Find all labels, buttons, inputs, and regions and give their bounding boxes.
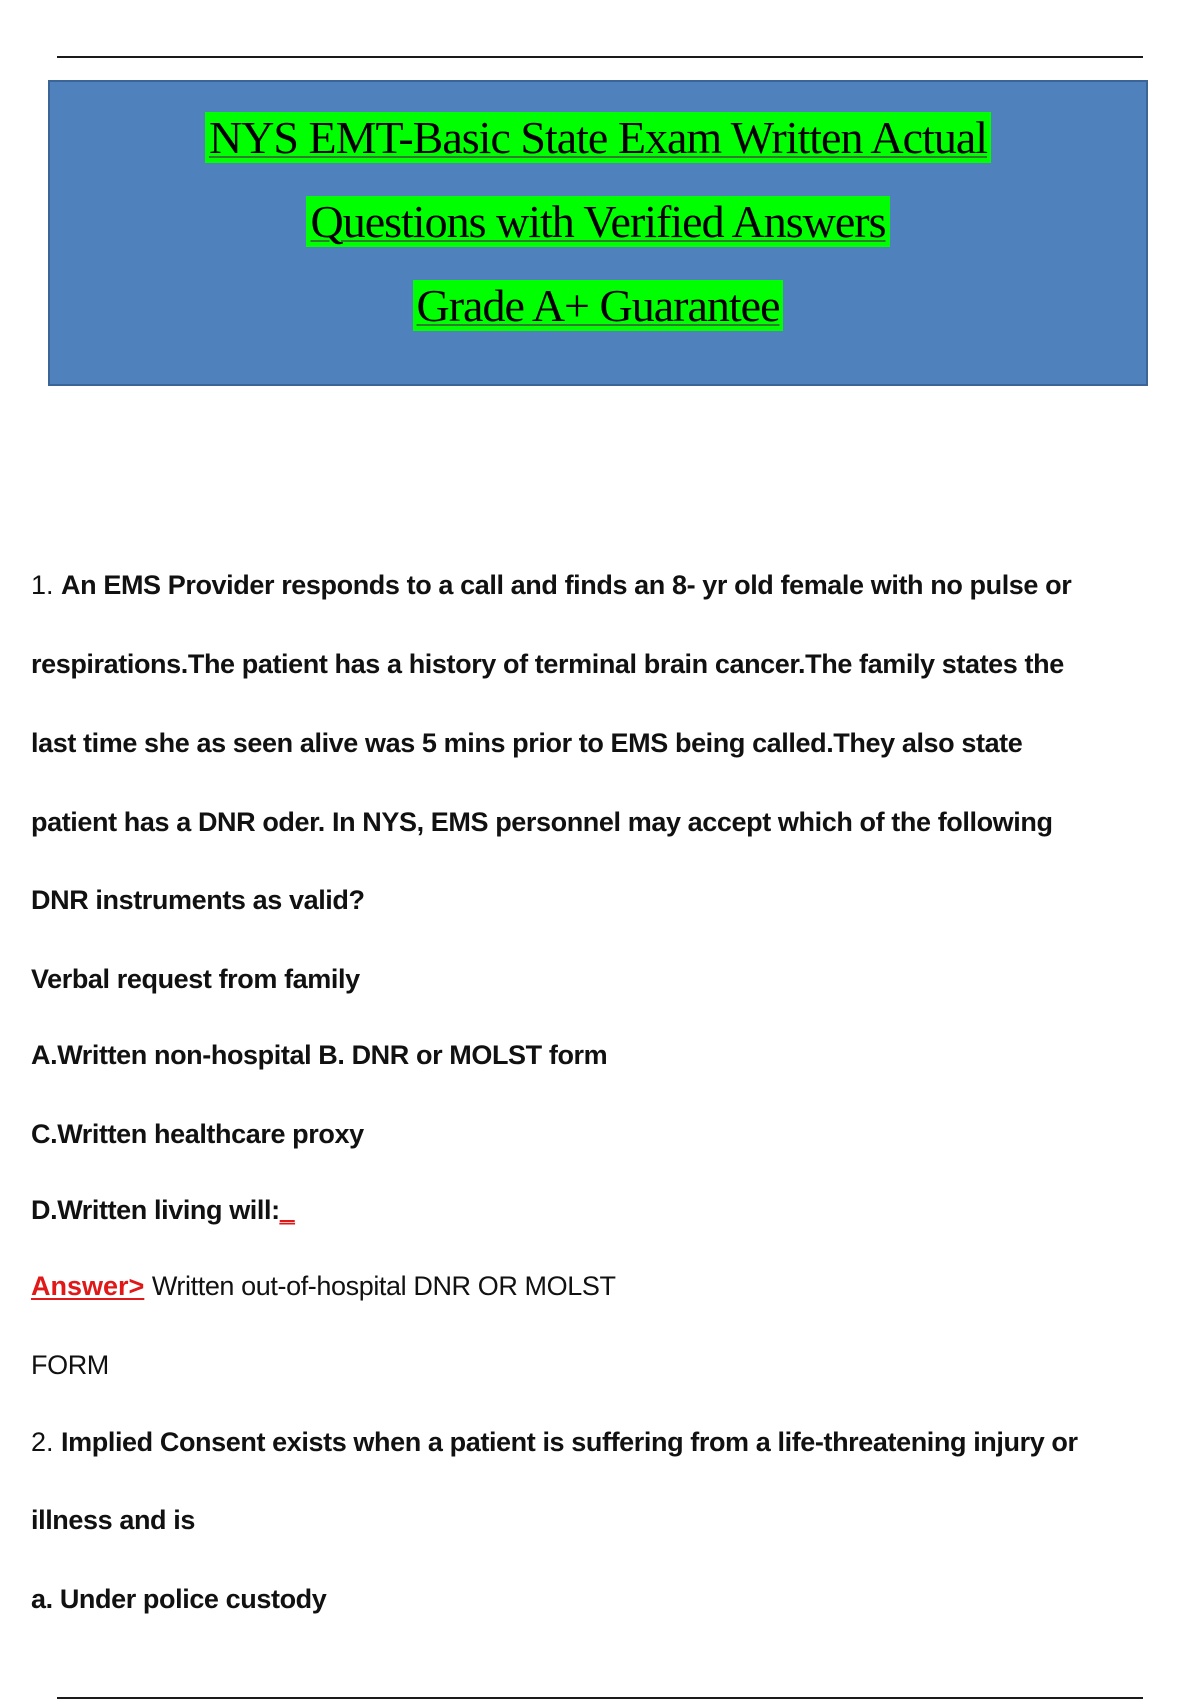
question-1-answer [31,1269,616,1303]
top-rule [57,56,1143,58]
answer-label: Answer> [31,1271,145,1301]
question-1-line-2: respirations.The patient has a history of terminal brain cancer.The family states the [31,649,1064,679]
answer-text: Written out-of-hospital DNR OR MOLST [151,1271,616,1301]
bottom-rule [57,1697,1143,1699]
question-1-option: C.Written healthcare proxy [31,1119,364,1149]
title-line-1: NYS EMT-Basic State Exam Written Actual [50,112,1146,164]
question-1-line-3: last time she as seen alive was 5 mins prior to EMS being called.They also state [31,728,1023,758]
question-1-number: 1. [31,570,54,600]
answer-blank-mark: _ [279,1195,295,1225]
question-2-line-1: 2. Implied Consent exists when a patient is suffering from a life-threatening injury or [31,1427,1078,1457]
question-2-option: a. Under police custody [31,1584,327,1614]
question-1-line-5: DNR instruments as valid? [31,885,365,915]
answer-text-continued: FORM [31,1350,109,1380]
title-line-2: Questions with Verified Answers [50,196,1146,248]
question-1-line-1: 1. An EMS Provider responds to a call and finds an 8- yr old female with no pulse or [31,570,1072,600]
title-line-3: Grade A+ Guarantee [50,280,1146,332]
question-1-option: A.Written non-hospital B. DNR or MOLST form [31,1040,608,1070]
question-1-option: Verbal request from family [31,964,360,994]
question-2-line-2: illness and is [31,1505,195,1535]
title-banner [48,80,1148,386]
question-1-option: D.Written living will:_ [31,1195,295,1225]
question-1-line-4: patient has a DNR oder. In NYS, EMS personnel may accept which of the following [31,807,1053,837]
question-2-number: 2. [31,1427,54,1457]
